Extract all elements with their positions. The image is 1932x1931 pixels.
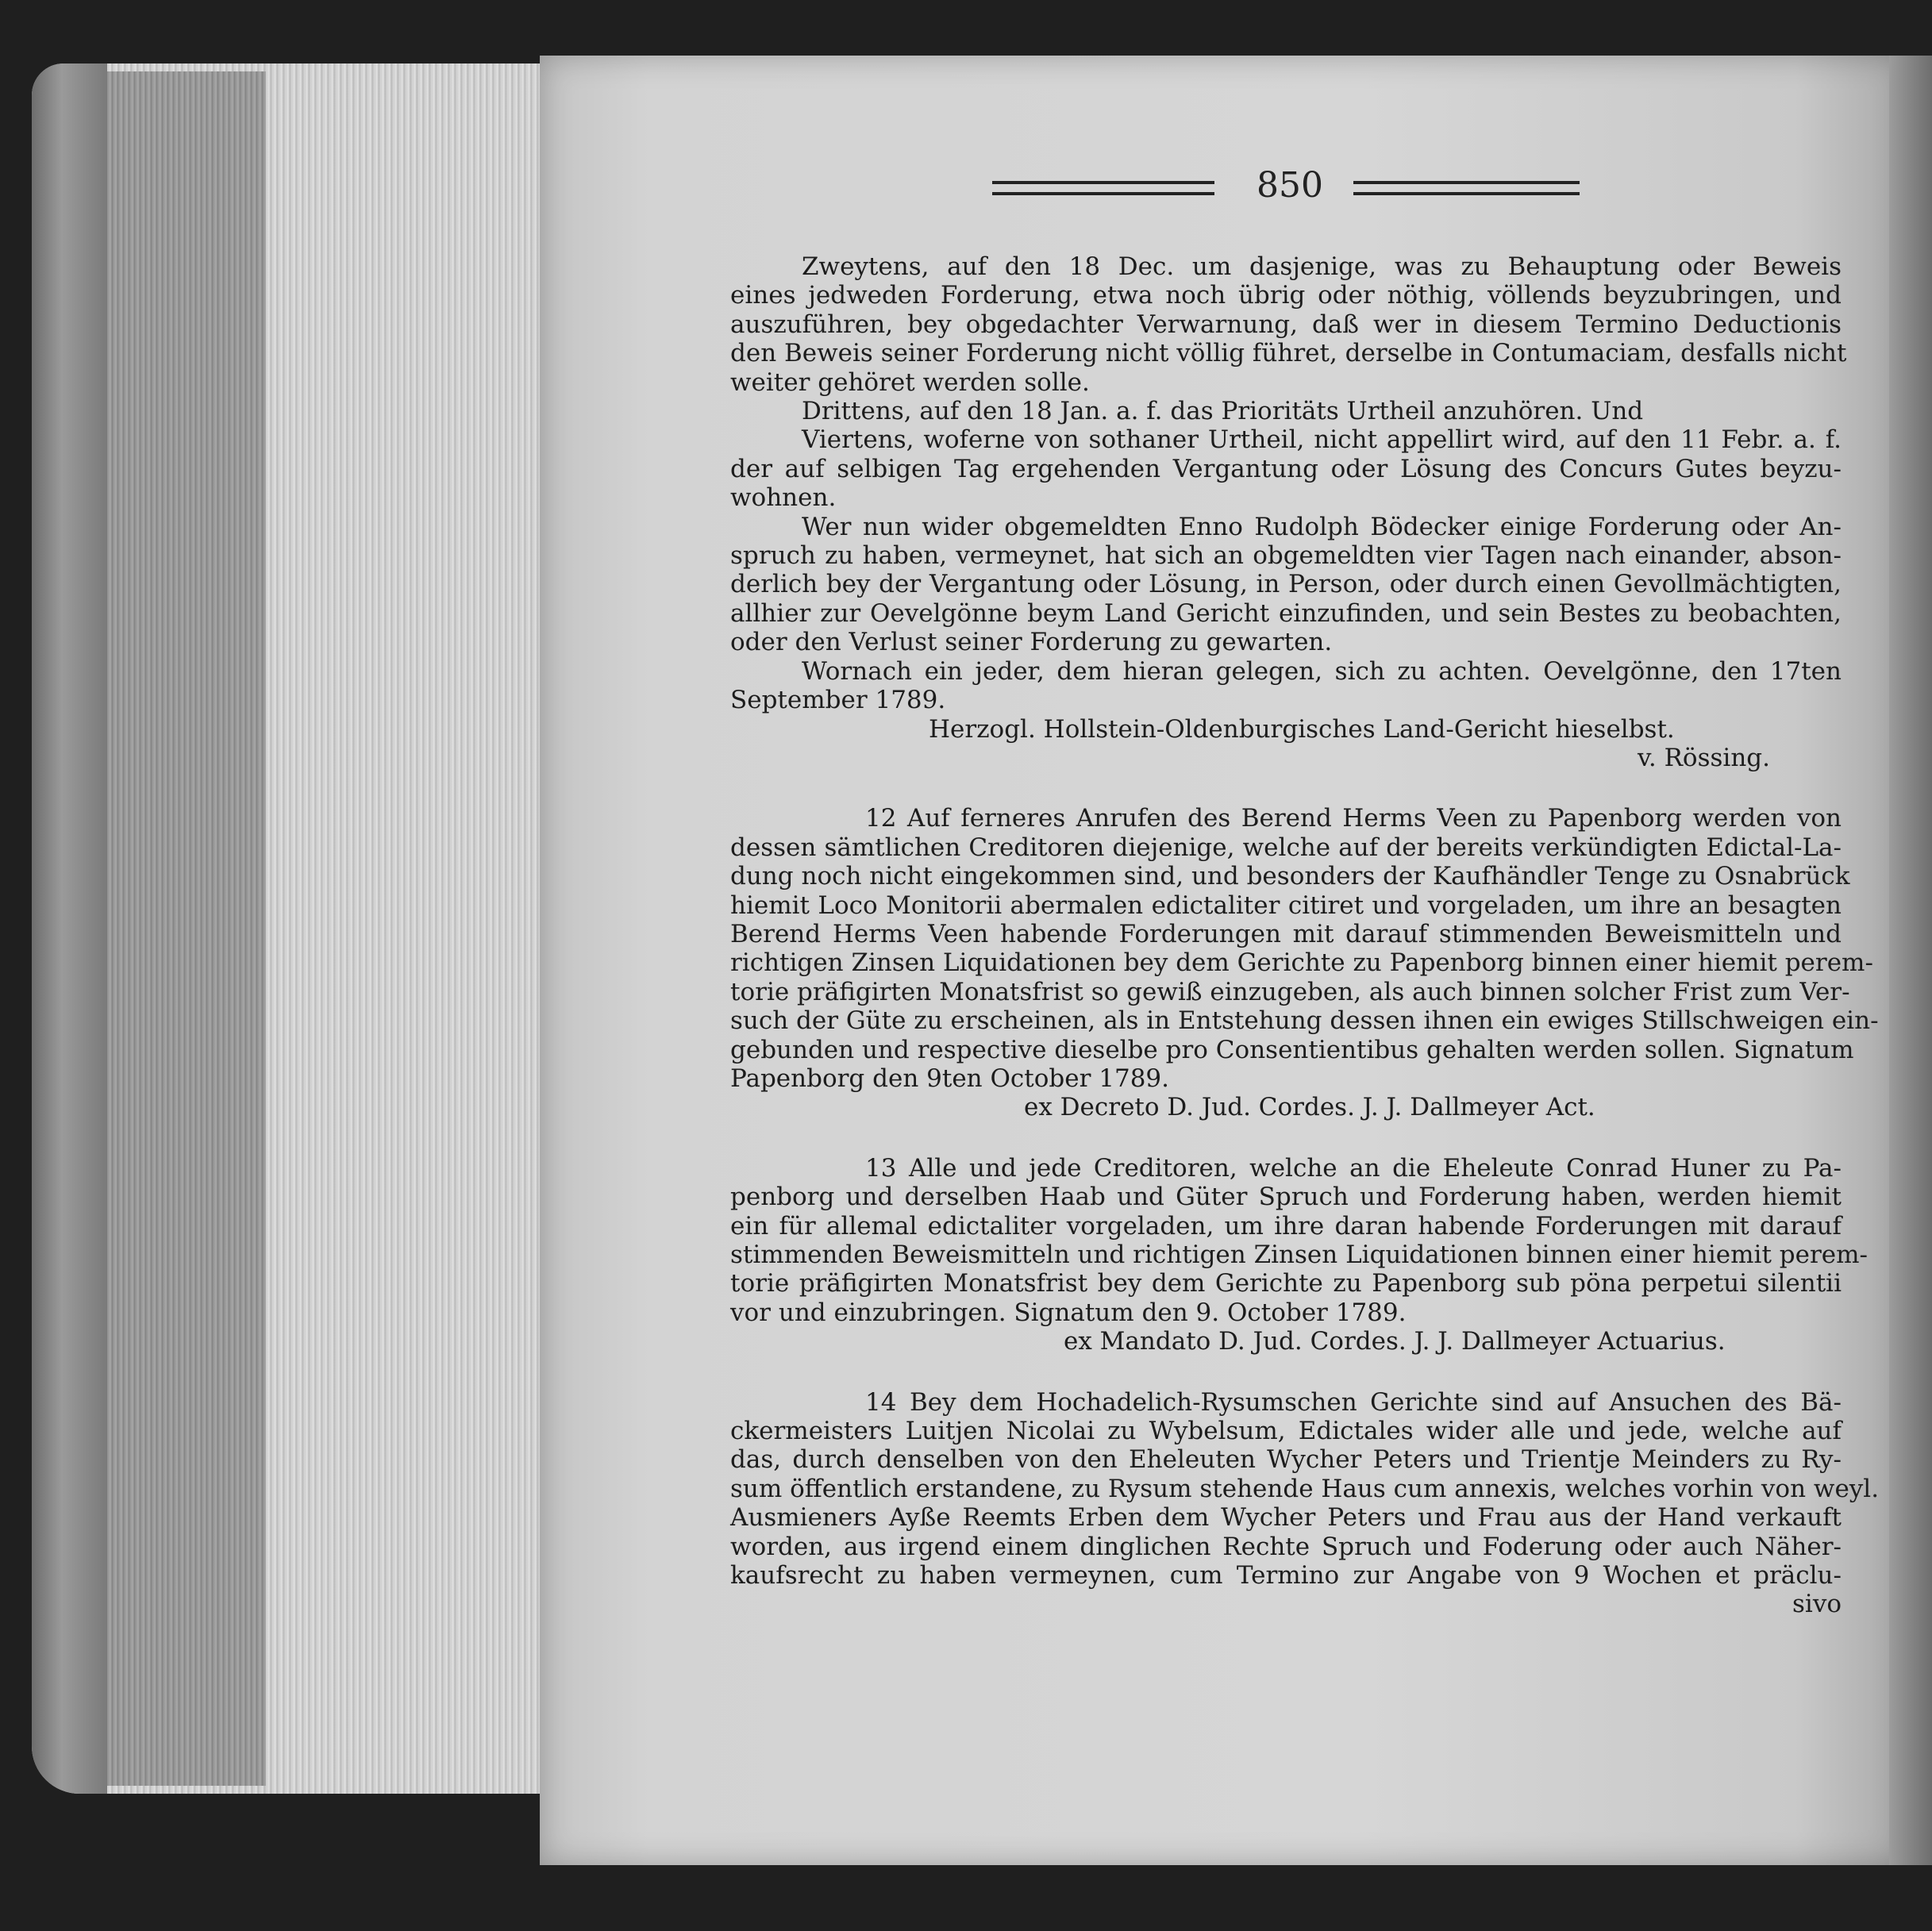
book-cover-spine — [32, 63, 107, 1794]
text-line: wohnen. — [730, 483, 837, 513]
text-line: Wornach ein jeder, dem hieran gelegen, sich zu achten. Oevelgönne, den 17ten — [802, 656, 1842, 686]
text-line: kaufsrecht zu haben vermeynen, cum Termino zur Angabe von 9 Wochen et präclu- — [730, 1561, 1842, 1591]
text-line: penborg und derselben Haab und Güter Spruch und Forderung haben, werden hiemit — [730, 1183, 1842, 1212]
book-block-shadow — [107, 71, 266, 1786]
text-line: spruch zu haben, vermeynet, hat sich an obgemeldten vier Tagen nach einander, abson- — [730, 541, 1842, 571]
page-number: 850 — [1257, 165, 1323, 206]
text-line: Viertens, woferne von sothaner Urtheil, nicht appellirt wird, auf den 11 Febr. a. f. — [802, 425, 1842, 455]
text-line: vor und einzubringen. Signatum den 9. October 1789. — [730, 1298, 1407, 1327]
text-line: 14 Bey dem Hochadelich-Rysumschen Gerichte sind auf Ansuchen des Bä- — [865, 1387, 1842, 1417]
text-line: Wer nun wider obgemeldten Enno Rudolph Bödecker einige Forderung oder An- — [802, 512, 1842, 541]
text-line: allhier zur Oevelgönne beym Land Gericht einzufinden, und sein Bestes zu beobachten, — [730, 598, 1842, 628]
text-line: Zweytens, auf den 18 Dec. um dasjenige, was zu Behauptung oder Beweis — [802, 252, 1842, 281]
text-line: gebunden und respective dieselbe pro Consentientibus gehalten werden sollen. Signatum — [730, 1035, 1854, 1064]
text-line: dung noch nicht eingekommen sind, und besonders der Kaufhändler Tenge zu Osnabrück — [730, 862, 1850, 891]
text-line: such der Güte zu erscheinen, als in Entstehung dessen ihnen ein ewiges Stillschweigen ein- — [730, 1006, 1879, 1036]
text-line: Papenborg den 9ten October 1789. — [730, 1064, 1169, 1093]
text-line: sivo — [1792, 1590, 1842, 1619]
text-line: oder den Verlust seiner Forderung zu gewarten. — [730, 628, 1333, 657]
text-line: auszuführen, bey obgedachter Verwarnung, daß wer in diesem Termino Deductionis — [730, 310, 1842, 339]
text-line: Ausmieners Ayße Reemts Erben dem Wycher Peters und Frau aus der Hand verkauft — [730, 1503, 1842, 1533]
text-line: ex Decreto D. Jud. Cordes. J. J. Dallmeyer Act. — [1024, 1093, 1595, 1122]
paragraph-gap — [730, 772, 1842, 804]
paragraph-gap — [730, 1356, 1842, 1388]
page-gutter-shadow — [1889, 56, 1932, 1865]
header-rule-right — [1353, 181, 1580, 184]
paragraph-gap — [730, 1122, 1842, 1154]
text-line: Herzogl. Hollstein-Oldenburgisches Land-Gericht hieselbst. — [929, 714, 1675, 744]
text-line: hiemit Loco Monitorii abermalen edictaliter citiret und vorgeladen, um ihre an besagten — [730, 890, 1842, 920]
text-line: den Beweis seiner Forderung nicht völlig führet, derselbe in Contumaciam, desfalls nicht — [730, 339, 1847, 368]
text-line: 13 Alle und jede Creditoren, welche an die Eheleute Conrad Huner zu Pa- — [865, 1153, 1842, 1183]
text-line: dessen sämtlichen Creditoren diejenige, welche auf der bereits verkündigten Edictal-La- — [730, 833, 1842, 862]
text-line: 12 Auf ferneres Anrufen des Berend Herms Veen zu Papenborg werden von — [865, 804, 1842, 833]
text-line: Drittens, auf den 18 Jan. a. f. das Prioritäts Urtheil anzuhören. Und — [802, 397, 1644, 426]
text-line: Berend Herms Veen habende Forderungen mit darauf stimmenden Beweismitteln und — [730, 919, 1842, 948]
text-line: eines jedweden Forderung, etwa noch übrig oder nöthig, völlends beyzubringen, und — [730, 281, 1842, 310]
text-line: ein für allemal edictaliter vorgeladen, um ihre daran habende Forderungen mit darauf — [730, 1211, 1842, 1241]
text-line: der auf selbigen Tag ergehenden Vergantung oder Lösung des Concurs Gutes beyzu- — [730, 454, 1842, 483]
text-line: sum öffentlich erstandene, zu Rysum stehende Haus cum annexis, welches vorhin von weyl. — [730, 1474, 1880, 1503]
text-line: richtigen Zinsen Liquidationen bey dem Gerichte zu Papenborg binnen einer hiemit perem- — [730, 948, 1873, 978]
page-text-body — [730, 252, 1880, 1619]
text-line: September 1789. — [730, 686, 946, 715]
text-line: das, durch denselben von den Eheleuten Wycher Peters und Trientje Meinders zu Ry- — [730, 1445, 1842, 1475]
header-rule-left-2 — [992, 192, 1214, 195]
text-line: ex Mandato D. Jud. Cordes. J. J. Dallmeyer Actuarius. — [1064, 1327, 1726, 1356]
text-line: worden, aus irgend einem dinglichen Rechte Spruch und Foderung oder auch Näher- — [730, 1532, 1842, 1561]
text-line: v. Rössing. — [1638, 743, 1770, 772]
text-line: derlich bey der Vergantung oder Lösung, in Person, oder durch einen Gevollmächtigten, — [730, 570, 1842, 599]
text-line: ckermeisters Luitjen Nicolai zu Wybelsum, Edictales wider alle und jede, welche auf — [730, 1417, 1842, 1446]
text-line: torie präfigirten Monatsfrist so gewiß einzugeben, als auch binnen solcher Frist zum Ver- — [730, 977, 1850, 1006]
text-line: torie präfigirten Monatsfrist bey dem Gerichte zu Papenborg sub pöna perpetui silentii — [730, 1269, 1842, 1298]
page-header — [992, 165, 1580, 213]
header-rule-left — [992, 181, 1214, 184]
text-line: weiter gehöret werden solle. — [730, 367, 1090, 397]
header-rule-right-2 — [1353, 192, 1580, 195]
text-line: stimmenden Beweismitteln und richtigen Zinsen Liquidationen binnen einer hiemit perem- — [730, 1241, 1868, 1269]
